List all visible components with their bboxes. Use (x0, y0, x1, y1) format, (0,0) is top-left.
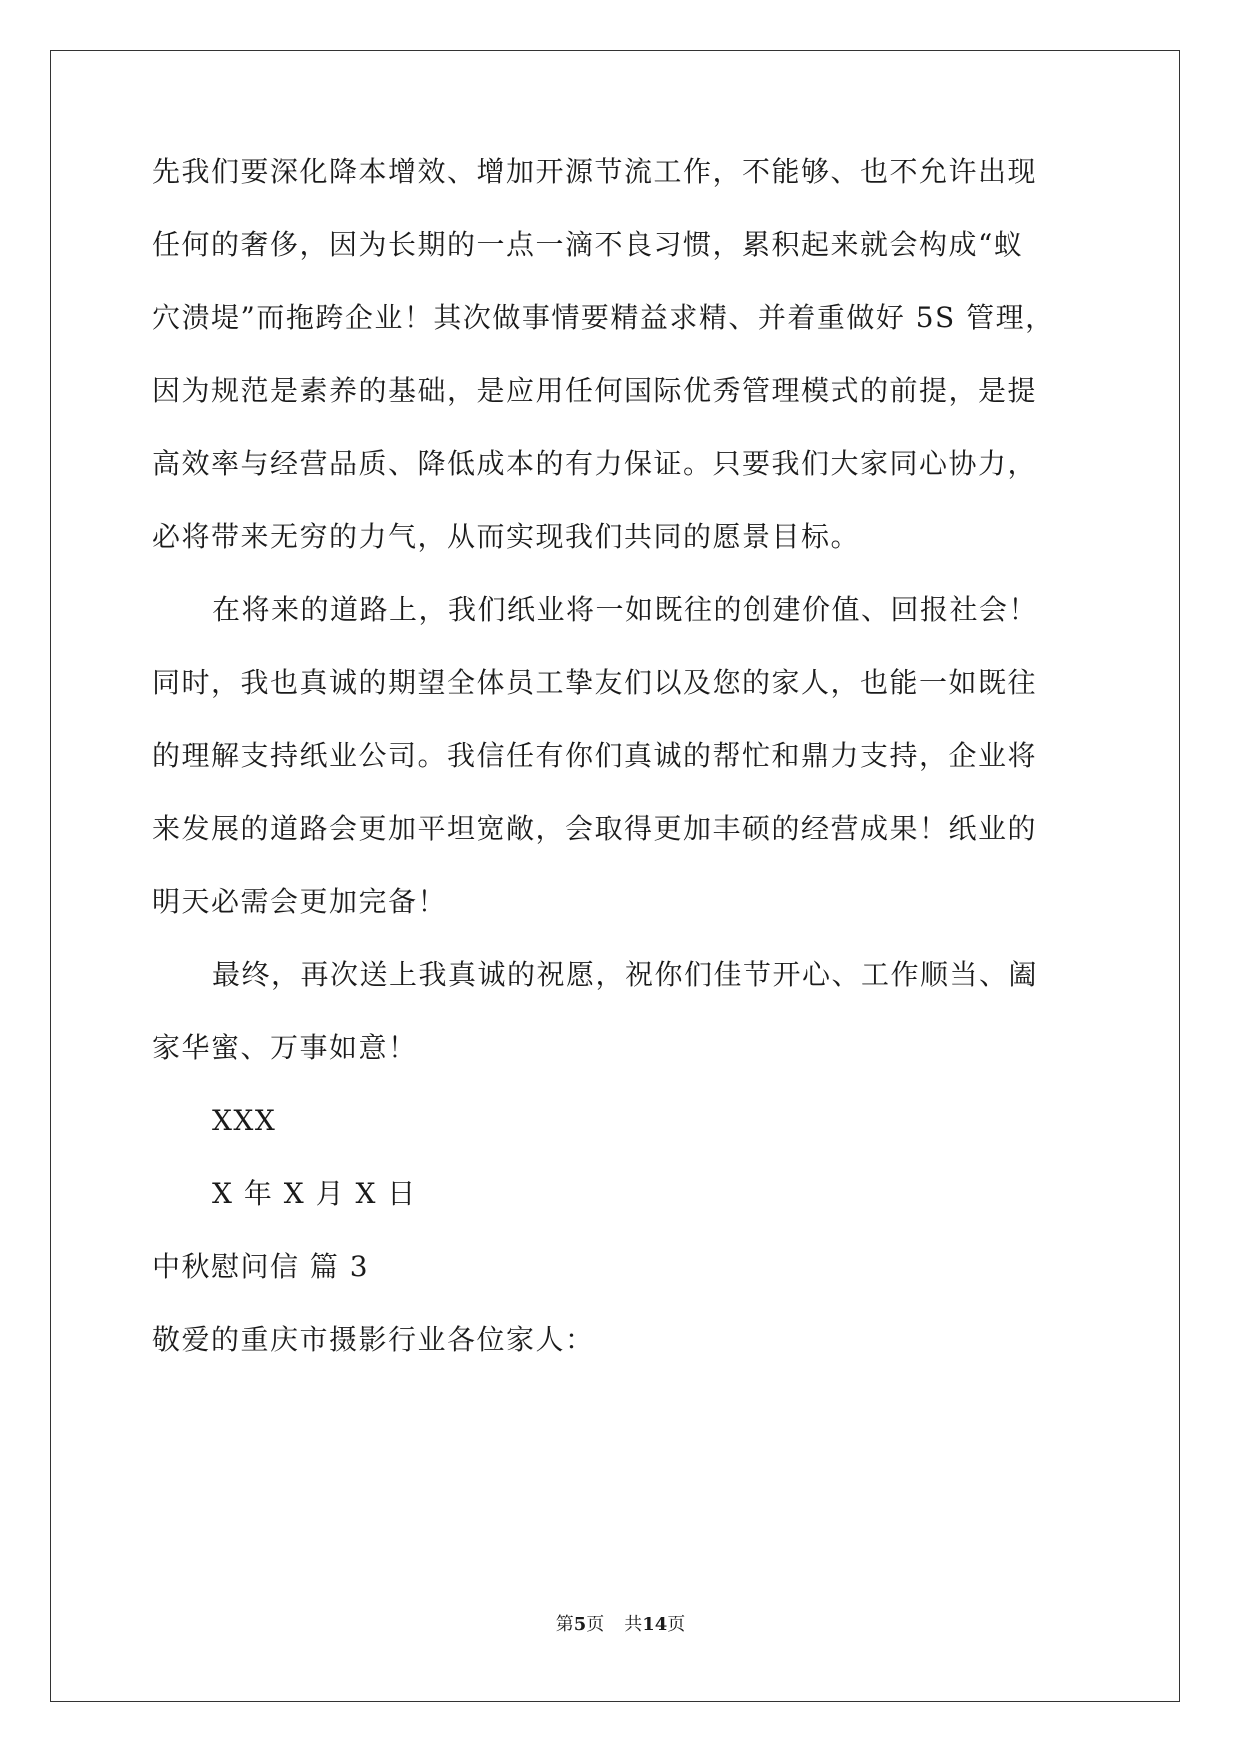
body-line: 因为规范是素养的基础，是应用任何国际优秀管理模式的前提，是提 (152, 374, 1038, 407)
body-line: 来发展的道路会更加平坦宽敞，会取得更加丰硕的经营成果！纸业的 (152, 812, 1038, 845)
body-line: 的理解支持纸业公司。我信任有你们真诚的帮忙和鼎力支持，企业将 (152, 739, 1038, 772)
body-line: 必将带来无穷的力气，从而实现我们共同的愿景目标。 (152, 520, 861, 553)
body-line: 家华蜜、万事如意！ (152, 1031, 418, 1064)
signature: XXX (212, 1104, 277, 1137)
body-line: 在将来的道路上，我们纸业将一如既往的创建价值、回报社会！ (212, 593, 1039, 626)
footer-total-prefix: 共 (624, 1614, 643, 1635)
body-line: 穴溃堤”而拖跨企业！其次做事情要精益求精、并着重做好 5S 管理， (152, 301, 1055, 334)
footer-total-suffix: 页 (667, 1614, 686, 1635)
footer-page-suffix: 页 (586, 1614, 605, 1635)
body-line: 同时，我也真诚的期望全体员工挚友们以及您的家人，也能一如既往 (152, 666, 1038, 699)
page-border (50, 50, 1180, 1702)
body-line: 任何的奢侈，因为长期的一点一滴不良习惯，累积起来就会构成“蚁 (152, 228, 1024, 261)
body-line: 明天必需会更加完备！ (152, 885, 448, 918)
page-footer (0, 1610, 1241, 1636)
page-number: 5 (573, 1614, 587, 1635)
body-line: 先我们要深化降本增效、增加开源节流工作，不能够、也不允许出现 (152, 155, 1038, 188)
salutation: 敬爱的重庆市摄影行业各位家人： (152, 1323, 595, 1356)
body-line: 高效率与经营品质、降低成本的有力保证。只要我们大家同心协力， (152, 447, 1038, 480)
date-line: X 年 X 月 X 日 (212, 1177, 417, 1210)
footer-prefix: 第 (555, 1614, 574, 1635)
section-heading: 中秋慰问信 篇 3 (152, 1250, 370, 1283)
total-pages: 14 (642, 1614, 668, 1635)
body-line: 最终，再次送上我真诚的祝愿，祝你们佳节开心、工作顺当、阖 (212, 958, 1039, 991)
